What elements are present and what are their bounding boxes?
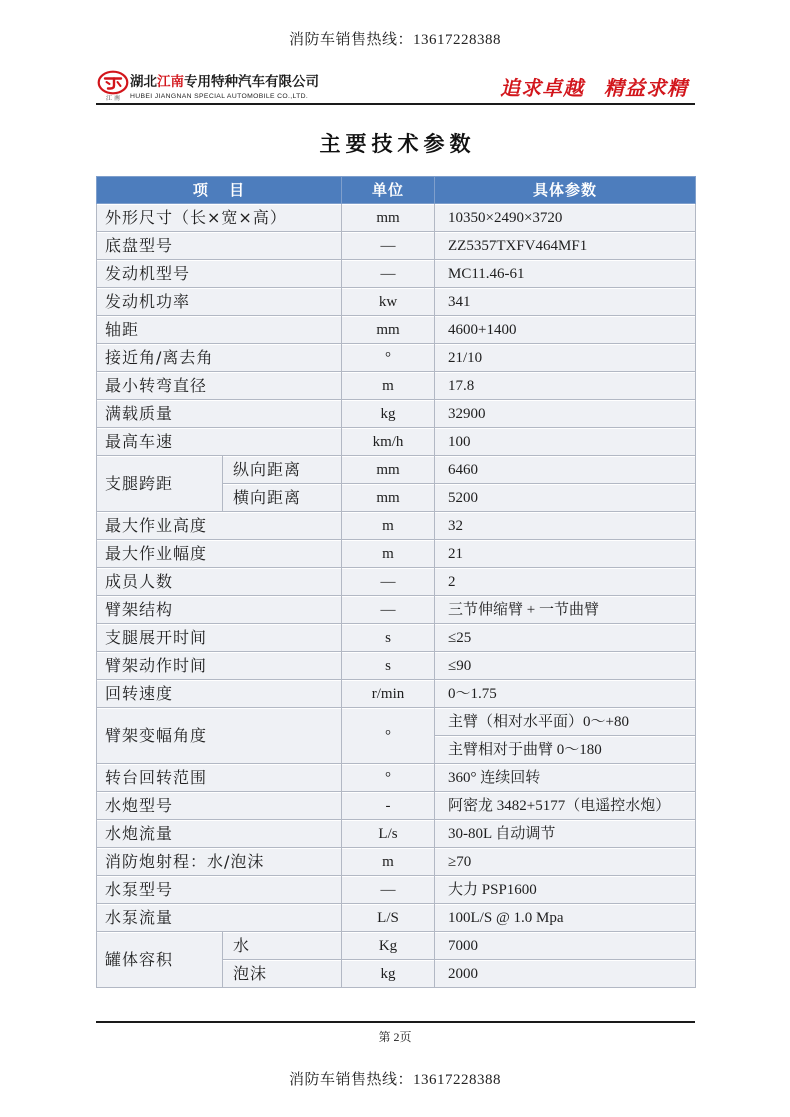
footer-divider	[96, 1021, 695, 1023]
spec-value-cell: 2000	[435, 960, 696, 988]
column-header-unit: 单位	[342, 177, 435, 204]
spec-value-cell: 5200	[435, 484, 696, 512]
spec-unit-cell: kg	[342, 960, 435, 988]
spec-item-cell: 水炮型号	[97, 792, 342, 820]
table-row	[97, 848, 696, 876]
slogan-part-1: 追求卓越	[500, 78, 584, 100]
spec-item-cell: 回转速度	[97, 680, 342, 708]
spec-unit-cell: m	[342, 372, 435, 400]
spec-item-cell: 臂架动作时间	[97, 652, 342, 680]
table-row	[97, 820, 696, 848]
table-header-row	[97, 177, 696, 204]
header-divider	[96, 103, 695, 105]
spec-value-cell: 100	[435, 428, 696, 456]
spec-unit-cell: km/h	[342, 428, 435, 456]
table-row	[97, 344, 696, 372]
spec-item-cell: 水泵流量	[97, 904, 342, 932]
spec-unit-cell: s	[342, 624, 435, 652]
table-row	[97, 568, 696, 596]
table-row	[97, 232, 696, 260]
spec-value-cell: 21	[435, 540, 696, 568]
spec-value-cell: 341	[435, 288, 696, 316]
sales-hotline-top: 消防车销售热线：13617228388	[288, 32, 501, 48]
spec-item-cell: 满载质量	[97, 400, 342, 428]
spec-item-cell: 支腿展开时间	[97, 624, 342, 652]
table-row	[97, 764, 696, 792]
spec-value-cell: 6460	[435, 456, 696, 484]
spec-unit-cell: mm	[342, 456, 435, 484]
spec-unit-cell: °	[342, 764, 435, 792]
spec-item-cell: 成员人数	[97, 568, 342, 596]
spec-value-cell: ZZ5357TXFV464MF1	[435, 232, 696, 260]
jiangnan-logo-icon	[97, 70, 129, 95]
spec-value-cell: 大力 PSP1600	[435, 876, 696, 904]
spec-item-cell: 底盘型号	[97, 232, 342, 260]
table-row	[97, 932, 696, 960]
table-row	[97, 596, 696, 624]
table-row	[97, 708, 696, 736]
table-row	[97, 372, 696, 400]
table-row	[97, 428, 696, 456]
spec-item-cell: 臂架结构	[97, 596, 342, 624]
spec-value-cell: 4600+1400	[435, 316, 696, 344]
spec-unit-cell: °	[342, 344, 435, 372]
table-row	[97, 624, 696, 652]
spec-unit-cell: mm	[342, 204, 435, 232]
table-row	[97, 876, 696, 904]
slogan-part-2: 精益求精	[604, 78, 688, 100]
sales-hotline-bottom: 消防车销售热线：13617228388	[288, 1072, 501, 1088]
spec-item-cell: 最高车速	[97, 428, 342, 456]
spec-subitem-cell: 泡沫	[223, 960, 342, 988]
spec-table-body	[97, 204, 696, 988]
spec-unit-cell: —	[342, 596, 435, 624]
spec-item-cell: 臂架变幅角度	[97, 708, 342, 764]
spec-value-cell: 主臂（相对水平面）0～+80	[435, 708, 696, 736]
spec-unit-cell: L/s	[342, 820, 435, 848]
spec-unit-cell: Kg	[342, 932, 435, 960]
spec-unit-cell: —	[342, 568, 435, 596]
spec-value-cell: MC11.46-61	[435, 260, 696, 288]
spec-table	[96, 176, 696, 988]
company-name-brand: 江南	[157, 74, 184, 90]
spec-item-cell: 最大作业幅度	[97, 540, 342, 568]
spec-unit-cell: L/S	[342, 904, 435, 932]
spec-value-cell: 360° 连续回转	[435, 764, 696, 792]
spec-item-cell: 最小转弯直径	[97, 372, 342, 400]
spec-unit-cell: kw	[342, 288, 435, 316]
spec-item-cell: 外形尺寸（长×宽×高）	[97, 204, 342, 232]
spec-unit-cell: —	[342, 260, 435, 288]
spec-item-cell: 水泵型号	[97, 876, 342, 904]
table-row	[97, 904, 696, 932]
table-row	[97, 680, 696, 708]
spec-item-cell: 转台回转范围	[97, 764, 342, 792]
spec-unit-cell: —	[342, 876, 435, 904]
spec-item-cell: 轴距	[97, 316, 342, 344]
spec-item-cell: 水炮流量	[97, 820, 342, 848]
spec-item-cell: 罐体容积	[97, 932, 223, 988]
company-slogan	[500, 77, 688, 101]
spec-value-cell: 30-80L 自动调节	[435, 820, 696, 848]
spec-value-cell: 主臂相对于曲臂 0～180	[435, 736, 696, 764]
spec-item-cell: 发动机型号	[97, 260, 342, 288]
page-title: 主要技术参数	[319, 132, 476, 156]
table-row	[97, 316, 696, 344]
spec-unit-cell: m	[342, 540, 435, 568]
table-row	[97, 792, 696, 820]
spec-unit-cell: s	[342, 652, 435, 680]
table-row	[97, 652, 696, 680]
spec-value-cell: 7000	[435, 932, 696, 960]
page-number: 第 2页	[378, 1030, 412, 1044]
spec-item-cell: 接近角/离去角	[97, 344, 342, 372]
column-header-value: 具体参数	[435, 177, 696, 204]
spec-unit-cell: mm	[342, 484, 435, 512]
spec-value-cell: ≤25	[435, 624, 696, 652]
company-name	[130, 74, 319, 90]
spec-unit-cell: r/min	[342, 680, 435, 708]
table-row	[97, 400, 696, 428]
spec-subitem-cell: 横向距离	[223, 484, 342, 512]
spec-value-cell: 21/10	[435, 344, 696, 372]
spec-value-cell: 2	[435, 568, 696, 596]
spec-unit-cell: m	[342, 848, 435, 876]
spec-item-cell: 最大作业高度	[97, 512, 342, 540]
table-row	[97, 456, 696, 484]
table-row	[97, 512, 696, 540]
spec-subitem-cell: 纵向距离	[223, 456, 342, 484]
table-row	[97, 260, 696, 288]
spec-value-cell: 0～1.75	[435, 680, 696, 708]
logo-caption: 江 南	[106, 95, 120, 102]
spec-value-cell: 阿密龙 3482+5177（电遥控水炮）	[435, 792, 696, 820]
spec-unit-cell: -	[342, 792, 435, 820]
spec-item-cell: 发动机功率	[97, 288, 342, 316]
spec-value-cell: 100L/S @ 1.0 Mpa	[435, 904, 696, 932]
column-header-item: 项 目	[97, 177, 342, 204]
spec-value-cell: 三节伸缩臂 + 一节曲臂	[435, 596, 696, 624]
company-name-suffix: 专用特种汽车有限公司	[184, 74, 319, 90]
spec-item-cell: 消防炮射程：水/泡沫	[97, 848, 342, 876]
company-name-english: HUBEI JIANGNAN SPECIAL AUTOMOBILE CO.,LTD.	[130, 93, 309, 100]
spec-unit-cell: °	[342, 708, 435, 764]
table-row	[97, 288, 696, 316]
company-name-region: 湖北	[130, 74, 157, 90]
spec-value-cell: 32900	[435, 400, 696, 428]
spec-value-cell: ≤90	[435, 652, 696, 680]
spec-unit-cell: —	[342, 232, 435, 260]
spec-unit-cell: kg	[342, 400, 435, 428]
spec-unit-cell: m	[342, 512, 435, 540]
spec-item-cell: 支腿跨距	[97, 456, 223, 512]
spec-value-cell: 17.8	[435, 372, 696, 400]
table-row	[97, 540, 696, 568]
spec-unit-cell: mm	[342, 316, 435, 344]
spec-value-cell: 32	[435, 512, 696, 540]
spec-subitem-cell: 水	[223, 932, 342, 960]
table-row	[97, 204, 696, 232]
spec-value-cell: ≥70	[435, 848, 696, 876]
spec-value-cell: 10350×2490×3720	[435, 204, 696, 232]
